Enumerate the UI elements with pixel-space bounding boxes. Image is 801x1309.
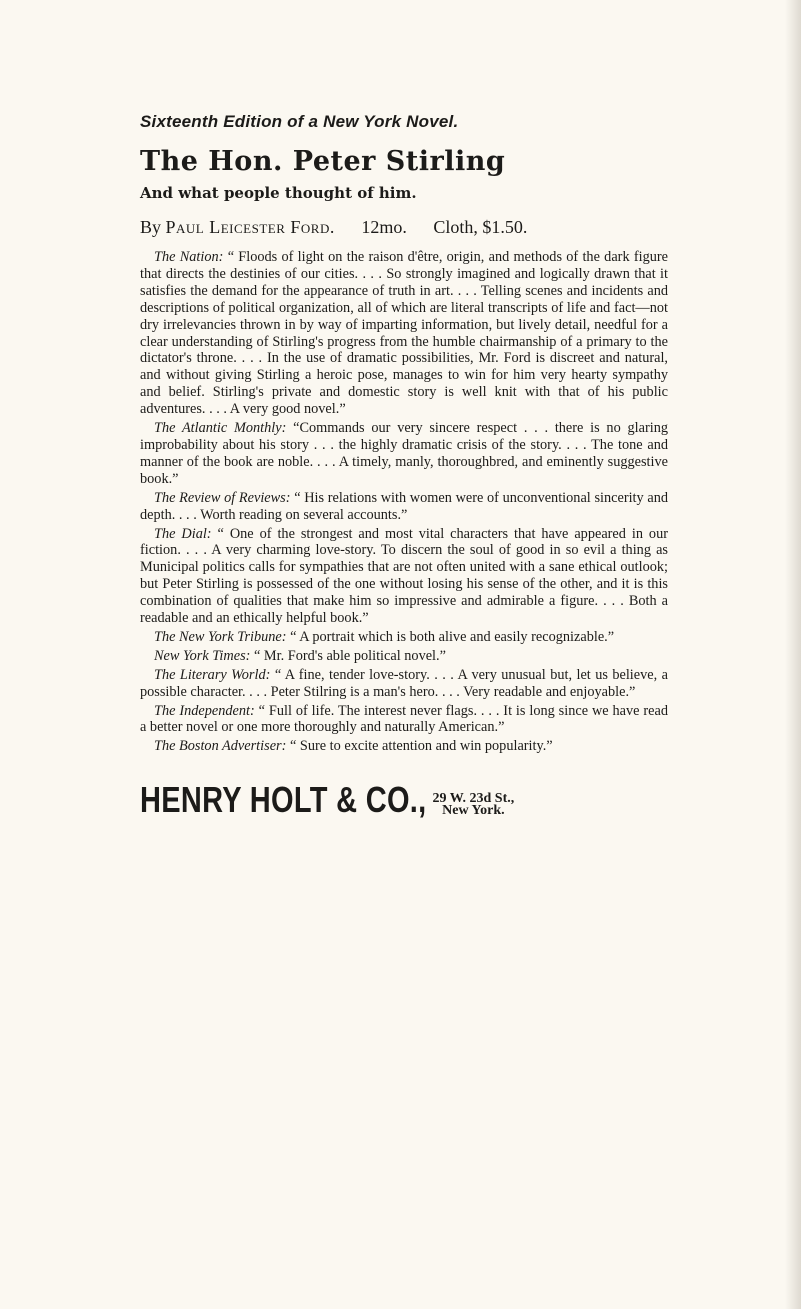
review-text: “ Sure to excite attention and win popularity.” (289, 738, 553, 755)
review-source: New York Times: (154, 647, 251, 664)
publisher-street: 29 W. 23d St., (432, 791, 515, 807)
review-text: “Commands our very sincere respect . . . there is no glaring improbability about his story . . . the highly dramatic crisis of the story. . . . The tone and manner of the book are noble. . . . A timely, manly, thoroughbred, and eminently suggestive book.” (140, 420, 668, 487)
publisher-city: New York. (442, 803, 505, 819)
review-item (140, 703, 668, 737)
book-price: $1.50. (482, 217, 528, 237)
review-source: The Review of Reviews: (154, 489, 291, 506)
review-text: “ Full of life. The interest never flags. . . . It is long since we have read a better novel or one more thoroughly and naturally American.” (140, 702, 668, 736)
book-subtitle: And what people thought of him. (140, 184, 417, 202)
book-binding: Cloth, (433, 217, 478, 237)
review-text: “ Floods of light on the raison d'être, origin, and methods of the dark figure that directs the destinies of our cities. . . . So strongly imagined and logically drawn that it satisfies the demand for the appearance of truth in art. . . . Telling scenes and incidents and descriptions of political organization, all of which are literal transcripts of life and fact—not dry irrelevancies thrown in by way of imparting information, but lively detail, needful for a clear understanding of Stirling's progress from the humble chairmanship of a primary to the dictator's throne. . . . In the use of dramatic possibilities, Mr. Ford is discreet and natural, and without giving Stirling a heroic pose, manages to win for him very hearty sympathy and belief. Stirling's private and domestic story is well knit with that of his public adventures. . . . A very good novel.” (140, 249, 668, 418)
review-item (140, 738, 668, 755)
review-text: “ Mr. Ford's able political novel.” (253, 647, 446, 664)
byline (140, 216, 668, 239)
review-source: The Independent: (154, 702, 255, 719)
advertisement-page (140, 112, 669, 822)
review-item (140, 490, 668, 524)
review-item (140, 648, 668, 665)
review-source: The Dial: (154, 525, 212, 542)
review-text: “ His relations with women were of unconventional sincerity and depth. . . . Worth reading on several accounts.” (140, 489, 669, 523)
review-source: The Nation: (154, 249, 224, 265)
publisher-address (433, 793, 515, 817)
review-text: “ A portrait which is both alive and easily recognizable.” (290, 628, 615, 645)
review-item (140, 420, 668, 488)
review-text: “ One of the strongest and most vital characters that have appeared in our fiction. . . . A very charming love-story. To discern the soul of good in so evil a thing as Municipal politics calls for sympathies that are not often united with a sane ethical outlook; but Peter Stirling is possessed of the one without losing his sense of the other, and it is this combination of qualities that make him so impressive and admirable a figure. . . . Both a readable and an ethically helpful book.” (140, 525, 668, 627)
review-item (140, 249, 668, 418)
review-item (140, 526, 668, 627)
publisher-name: HENRY HOLT & CO., (140, 781, 427, 822)
publisher-imprint (140, 781, 668, 822)
review-item (140, 667, 668, 701)
byline-by: By (140, 217, 162, 237)
page-edge-shadow (785, 0, 801, 1309)
review-source: The Literary World: (154, 666, 271, 683)
review-item (140, 629, 668, 646)
review-source: The Boston Advertiser: (154, 738, 287, 755)
review-source: The New York Tribune: (154, 628, 287, 645)
book-format: 12mo. (361, 217, 407, 237)
edition-heading: Sixteenth Edition of a New York Novel. (140, 112, 459, 131)
book-title: The Hon. Peter Stirling (140, 146, 506, 177)
review-text: “ A fine, tender love-story. . . . A very unusual but, let us believe, a possible character. . . . Peter Stilring is a man's hero. . . . Very readable and enjoyable.” (140, 666, 668, 700)
author-name: Paul Leicester Ford. (165, 217, 335, 237)
review-source: The Atlantic Monthly: (154, 420, 287, 437)
reviews-list (140, 249, 668, 755)
